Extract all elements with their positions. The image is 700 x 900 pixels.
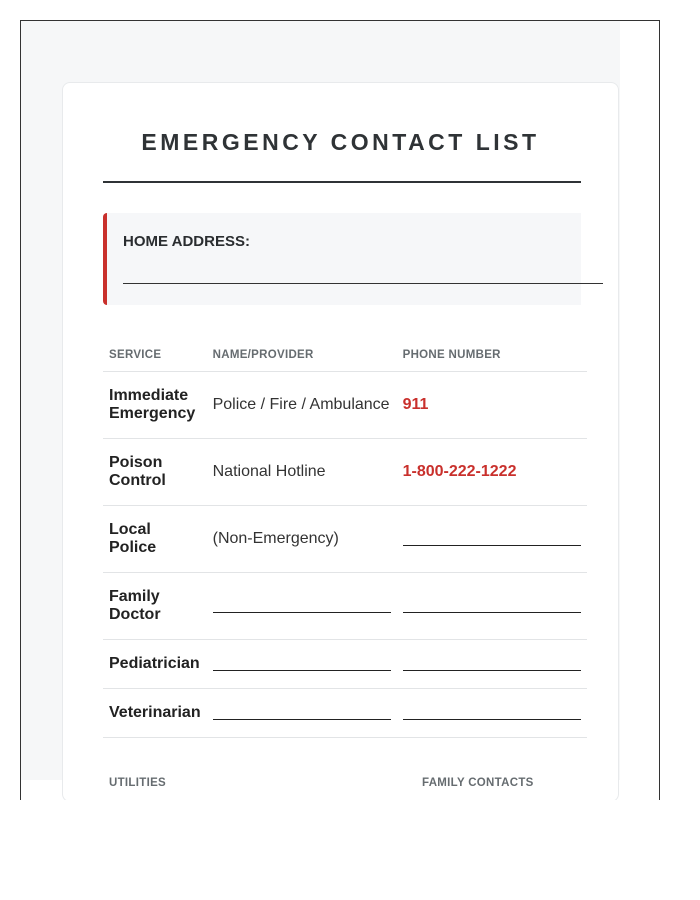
service-cell: Veterinarian xyxy=(103,689,207,738)
column-header-provider: NAME/PROVIDER xyxy=(207,339,397,372)
service-cell: Pediatrician xyxy=(103,640,207,689)
provider-cell: (Non-Emergency) xyxy=(207,506,397,573)
provider-blank-line[interactable] xyxy=(213,719,391,720)
family-contacts-heading: FAMILY CONTACTS xyxy=(422,777,534,789)
document-frame xyxy=(20,20,660,800)
service-cell: Local Police xyxy=(103,506,207,573)
emergency-contacts-table xyxy=(103,339,587,738)
provider-cell xyxy=(207,640,397,689)
home-address-input-line[interactable] xyxy=(123,283,603,284)
phone-blank-line[interactable] xyxy=(403,670,581,671)
table-row xyxy=(103,689,587,738)
phone-cell xyxy=(397,573,587,640)
provider-cell xyxy=(207,689,397,738)
page-title: EMERGENCY CONTACT LIST xyxy=(141,129,540,155)
title-divider xyxy=(103,181,581,183)
phone-blank-line[interactable] xyxy=(403,612,581,613)
contact-card xyxy=(62,82,619,800)
provider-cell: National Hotline xyxy=(207,439,397,506)
phone-cell xyxy=(397,689,587,738)
home-address-box xyxy=(103,213,581,305)
table-row xyxy=(103,372,587,439)
phone-cell xyxy=(397,506,587,573)
service-cell: Immediate Emergency xyxy=(103,372,207,439)
utilities-heading: UTILITIES xyxy=(109,777,167,789)
provider-blank-line[interactable] xyxy=(213,670,391,671)
table-row xyxy=(103,506,587,573)
provider-cell: Police / Fire / Ambulance xyxy=(207,372,397,439)
service-cell: Family Doctor xyxy=(103,573,207,640)
provider-cell xyxy=(207,573,397,640)
table-row xyxy=(103,640,587,689)
column-header-phone: PHONE NUMBER xyxy=(397,339,587,372)
column-header-service: SERVICE xyxy=(103,339,207,372)
home-address-label: HOME ADDRESS: xyxy=(123,233,250,250)
table-row xyxy=(103,573,587,640)
phone-cell xyxy=(397,640,587,689)
table-row xyxy=(103,439,587,506)
table-header-row xyxy=(103,339,587,372)
phone-cell: 911 xyxy=(397,372,587,439)
phone-blank-line[interactable] xyxy=(403,719,581,720)
provider-blank-line[interactable] xyxy=(213,612,391,613)
service-cell: Poison Control xyxy=(103,439,207,506)
phone-cell: 1-800-222-1222 xyxy=(397,439,587,506)
phone-blank-line[interactable] xyxy=(403,545,581,546)
